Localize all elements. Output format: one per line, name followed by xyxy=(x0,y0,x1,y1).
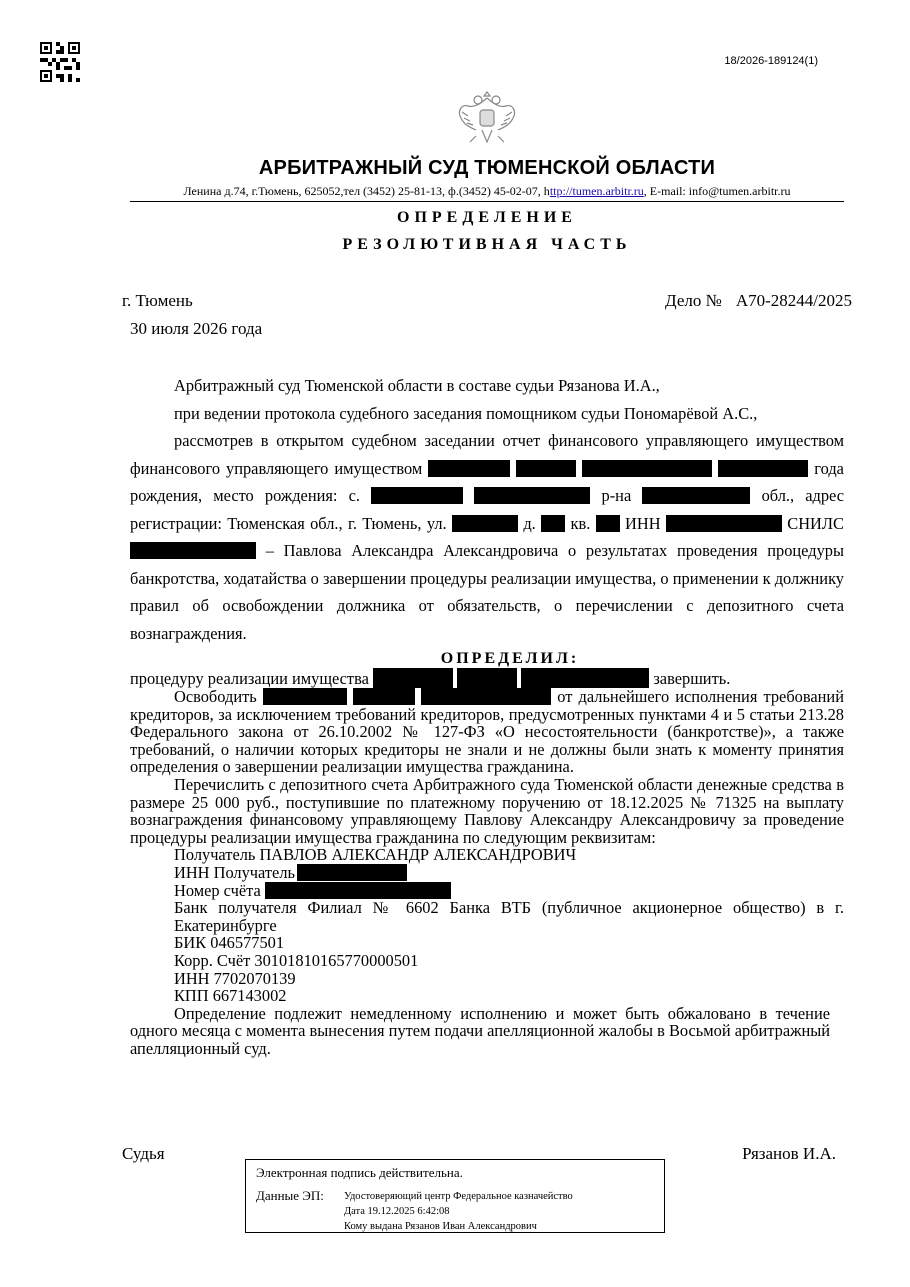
requisite-bank: Банк получателя Филиал № 6602 Банка ВТБ (публичное акционерное общество) в г. Екатеринбурге xyxy=(174,898,844,935)
court-address xyxy=(130,184,844,202)
redaction xyxy=(541,515,565,532)
appeal-notice: Определение подлежит немедленному исполнению и может быть обжаловано в течение одного месяца с момента вынесения путем подачи апелляционной жалобы в Восьмой арбитражный апелляционный суд. xyxy=(130,1003,830,1058)
judge-name: Рязанов И.А. xyxy=(742,1144,836,1163)
decision-section xyxy=(130,668,844,1057)
redaction xyxy=(263,688,347,705)
signature-date: Дата 19.12.2025 6:42:08 xyxy=(344,1206,450,1217)
requisite-bank-inn: ИНН 7702070139 xyxy=(174,968,296,988)
redaction xyxy=(474,487,590,504)
case-number: А70-28244/2025 xyxy=(735,291,852,310)
address-text: Ленина д.74, г.Тюмень, 625052,тел (3452) 25-81-13, ф.(3452) 45-02-07, h xyxy=(183,184,550,198)
redaction xyxy=(428,460,510,477)
redaction xyxy=(373,668,453,688)
document-title: ОПРЕДЕЛЕНИЕ xyxy=(397,209,577,226)
requisite-recipient: Получатель ПАВЛОВ АЛЕКСАНДР АЛЕКСАНДРОВИЧ xyxy=(174,845,577,865)
considered-paragraph: рассмотрев в открытом судебном заседании отчет финансового управляющего имуществом финансового управляющего имуществом года рождения, место рождения: с. р-на обл., адрес регистрации: Тюменская обл., г. Тюмень, ул. д. кв. ИНН СНИЛС – Павлова Александра Александровича о результатах проведения процедуры банкротства, ходатайства о завершении процедуры реализации имущества, о применении к должнику правил об освобождении должника от обязательств, о перечислении с депозитного счета вознаграждения. xyxy=(130,431,844,643)
case-number-line xyxy=(665,291,852,311)
redaction xyxy=(642,487,750,504)
decision-complete-procedure: процедуру реализации имущества завершить. xyxy=(130,669,731,688)
court-composition: Арбитражный суд Тюменской области в составе судьи Рязанова И.А., xyxy=(174,376,660,395)
court-title: АРБИТРАЖНЫЙ СУД ТЮМЕНСКОЙ ОБЛАСТИ xyxy=(258,157,716,179)
redaction xyxy=(521,668,649,688)
redaction xyxy=(421,688,551,705)
redaction xyxy=(718,460,808,477)
redaction xyxy=(130,542,256,559)
address-email: , E-mail: info@tumen.arbitr.ru xyxy=(643,184,791,198)
document-date: 30 июля 2026 года xyxy=(130,319,263,338)
decision-heading: ОПРЕДЕЛИЛ: xyxy=(440,650,580,667)
city: г. Тюмень xyxy=(122,291,193,310)
requisite-account: Номер счёта xyxy=(130,882,844,900)
document-subtitle: РЕЗОЛЮТИВНАЯ ЧАСТЬ xyxy=(342,236,632,253)
redaction xyxy=(582,460,712,477)
court-website-link[interactable]: ttp://tumen.arbitr.ru xyxy=(549,184,644,198)
document-number: 18/2026-189124(1) xyxy=(724,55,818,67)
redaction xyxy=(457,668,517,688)
judge-label: Судья xyxy=(122,1144,165,1163)
requisite-kpp: КПП 667143002 xyxy=(174,986,287,1006)
redaction xyxy=(666,515,782,532)
signature-details xyxy=(344,1189,573,1234)
redaction xyxy=(353,688,415,705)
qr-code xyxy=(40,42,80,82)
requisite-inn: ИНН Получатель xyxy=(130,864,844,882)
coat-of-arms-emblem xyxy=(454,86,520,148)
signature-status: Электронная подпись действительна. xyxy=(256,1165,463,1180)
redaction xyxy=(265,882,451,899)
redaction xyxy=(371,487,463,504)
signature-owner: Кому выдана Рязанов Иван Александрович xyxy=(344,1221,537,1232)
redaction xyxy=(452,515,518,532)
decision-transfer: Перечислить с депозитного счета Арбитражного суда Тюменской области денежные средства в размере 25 000 руб., поступившие по платежному поручению от 18.12.2025 № 71325 на выплату вознаграждения финансовому управляющему Павлову Александру Александровичу за проведение процедуры реализации имущества гражданина по следующим реквизитам: xyxy=(130,774,844,847)
redaction xyxy=(516,460,576,477)
case-label: Дело № xyxy=(665,291,722,310)
protocol-info: при ведении протокола судебного заседания помощником судьи Пономарёвой А.С., xyxy=(174,403,758,423)
intro-section xyxy=(130,372,844,647)
electronic-signature-box xyxy=(245,1159,665,1233)
decision-release: Освободить от дальнейшего исполнения требований кредиторов, за исключением требований кредиторов, предусмотренных пунктами 4 и 5 статьи 213.28 Федерального закона от 26.10.2002 № 127-ФЗ «О несостоятельности (банкротстве)», а также требований, о наличии которых кредиторы не знали и не должны были знать к моменту принятия определения о завершении реализации имущества гражданина. xyxy=(130,687,844,777)
requisite-bik: БИК 046577501 xyxy=(174,933,285,953)
signature-data-label: Данные ЭП: xyxy=(256,1188,324,1203)
redaction xyxy=(297,864,407,881)
signature-issuer: Удостоверяющий центр Федеральное казначейство xyxy=(344,1191,573,1202)
requisite-corr-account: Корр. Счёт 30101810165770000501 xyxy=(174,950,419,970)
redaction xyxy=(596,515,620,532)
